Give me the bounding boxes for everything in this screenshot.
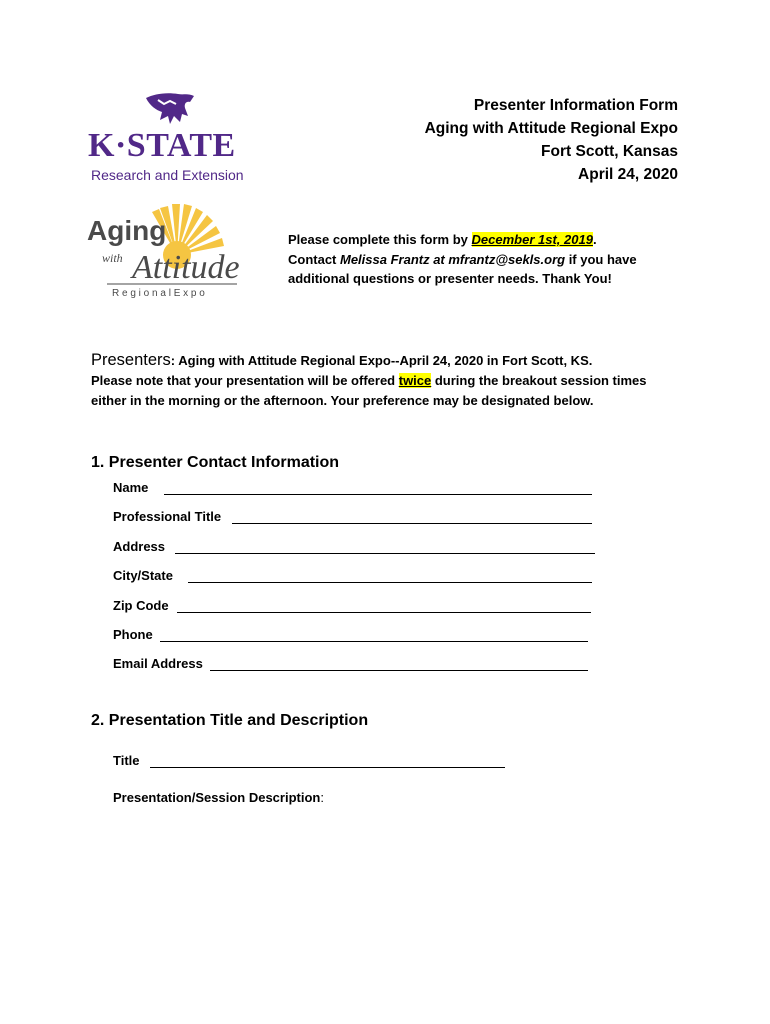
zip-code-label: Zip Code bbox=[113, 598, 169, 613]
section2-title: 2. Presentation Title and Description bbox=[91, 712, 369, 729]
instruction-period: . bbox=[592, 232, 597, 247]
city-state-field[interactable] bbox=[188, 582, 592, 583]
presenters-label: Presenters bbox=[91, 351, 171, 369]
event-date: April 24, 2020 bbox=[578, 166, 678, 183]
address-label: Address bbox=[113, 539, 166, 554]
description-label-text: Presentation/Session Description bbox=[113, 790, 321, 805]
address-field[interactable] bbox=[175, 553, 595, 554]
instruction-text: Please complete this form by bbox=[288, 232, 472, 247]
title-label: Title bbox=[113, 753, 140, 768]
name-label: Name bbox=[113, 480, 149, 495]
contact-suffix: if you have bbox=[565, 251, 637, 267]
presenters-line1: : Aging with Attitude Regional Expo--April 24, 2020 in Fort Scott, KS. bbox=[170, 353, 593, 368]
event-name: Aging with Attitude Regional Expo bbox=[424, 120, 678, 137]
presenters-line3: either in the morning or the afternoon. Your preference may be designated below. bbox=[91, 393, 594, 408]
regional-expo-word: R e g i o n a l E x p o bbox=[112, 288, 205, 299]
email-address-field[interactable] bbox=[210, 670, 588, 671]
title-field[interactable] bbox=[150, 767, 505, 768]
phone-field[interactable] bbox=[160, 641, 588, 642]
description-label bbox=[113, 790, 324, 806]
city-state-label: City/State bbox=[113, 568, 173, 583]
name-field[interactable] bbox=[164, 494, 592, 495]
professional-title-field[interactable] bbox=[232, 523, 592, 524]
contact-info: Melissa Frantz at mfrantz@sekls.org bbox=[340, 251, 566, 267]
aging-with-attitude-logo bbox=[82, 200, 272, 300]
wildcat-icon bbox=[144, 92, 196, 128]
description-colon: : bbox=[320, 790, 324, 805]
twice-highlight: twice bbox=[398, 373, 432, 388]
zip-code-field[interactable] bbox=[177, 612, 591, 613]
presenters-note bbox=[91, 350, 691, 411]
section1-title: 1. Presenter Contact Information bbox=[91, 454, 340, 471]
presenters-line2: Please note that your presentation will be offered bbox=[91, 373, 399, 388]
presenters-line2-end: during the breakout session times bbox=[431, 373, 647, 388]
phone-label: Phone bbox=[113, 627, 153, 642]
deadline-date: December 1st, 2019 bbox=[471, 232, 593, 247]
with-word: with bbox=[102, 251, 123, 265]
email-address-label: Email Address bbox=[113, 656, 203, 671]
thank-you-text: additional questions or presenter needs. Thank You! bbox=[288, 271, 612, 286]
kstate-subtitle: Research and Extension bbox=[91, 167, 244, 183]
form-title: Presenter Information Form bbox=[473, 97, 678, 114]
attitude-word: Attitude bbox=[132, 249, 240, 286]
kstate-wordmark: K·STATE bbox=[88, 127, 236, 164]
contact-prefix: Contact bbox=[288, 251, 340, 267]
professional-title-label: Professional Title bbox=[113, 509, 222, 524]
kstate-logo bbox=[88, 90, 263, 185]
aging-word: Aging bbox=[87, 215, 167, 246]
form-header bbox=[348, 94, 678, 186]
instructions bbox=[288, 230, 688, 289]
event-location: Fort Scott, Kansas bbox=[541, 143, 678, 160]
